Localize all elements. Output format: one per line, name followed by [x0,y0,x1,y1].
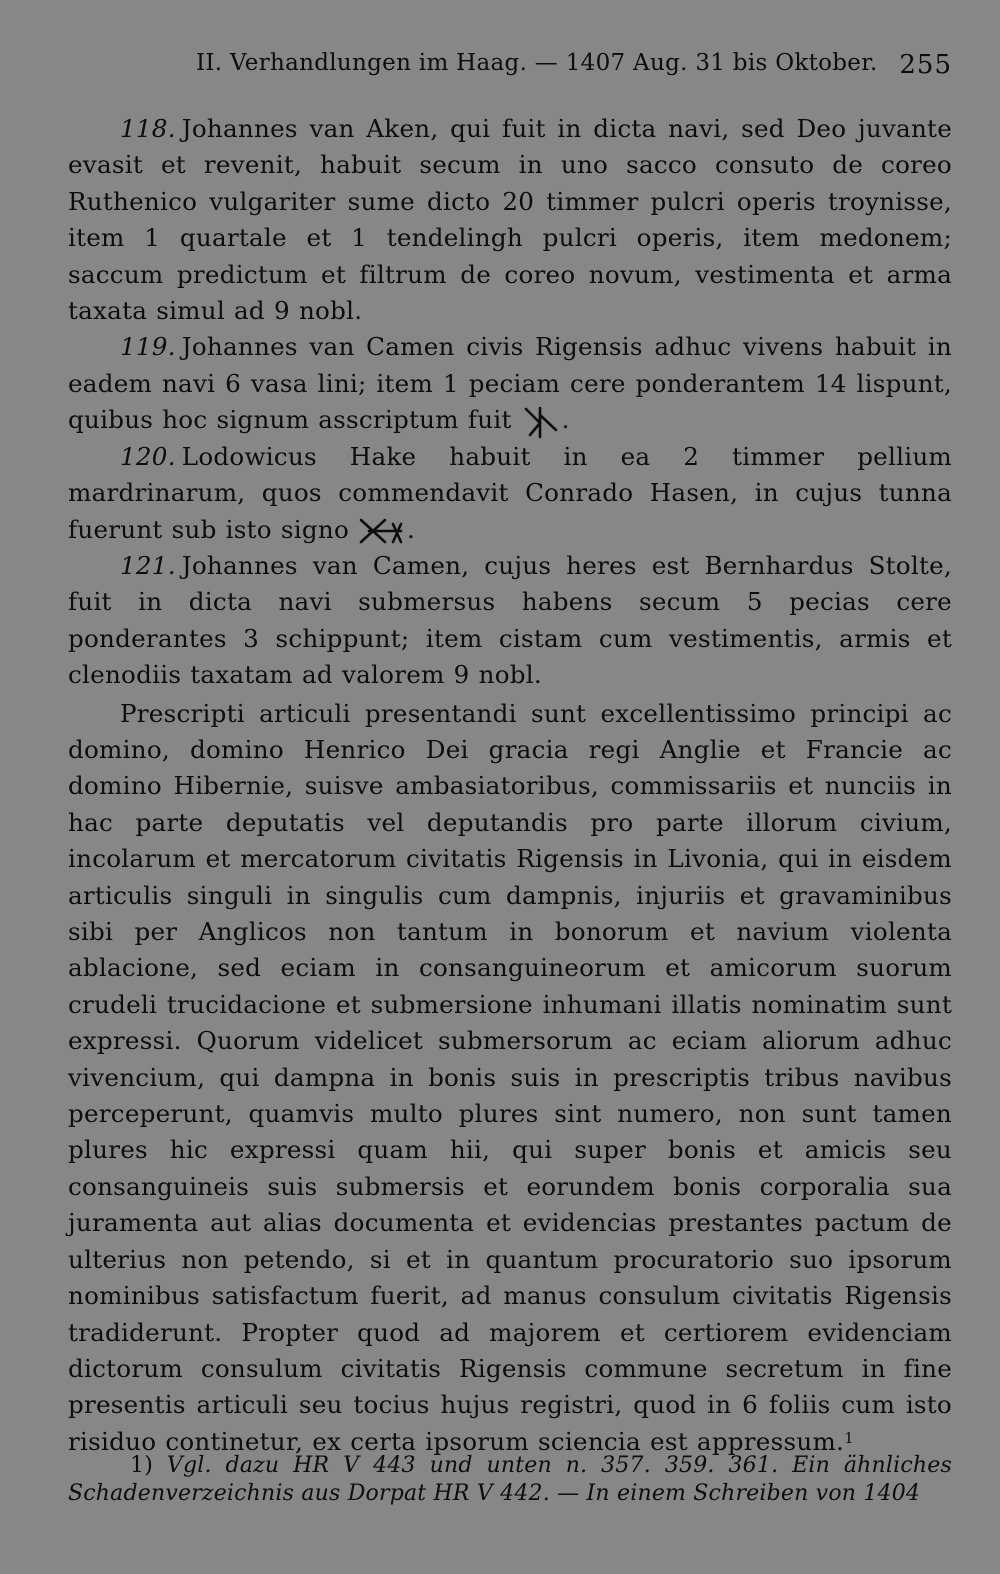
entry-number: 120. [120,441,176,471]
page-number: 255 [899,50,952,80]
merchant-mark-icon [518,405,562,439]
entry-number: 121. [120,550,176,580]
entry-120 [68,439,952,548]
entry-119 [68,329,952,438]
running-title: II. Verhandlungen im Haag. — 1407 Aug. 31 bis Oktober. [196,50,878,76]
entry-punct: . [407,514,416,544]
entry-number: 119. [120,332,176,362]
closing-text: Prescripti articuli presentandi sunt excellentissimo principi ac domino, domino Henrico Dei gracia regi Anglie et Francie ac domino Hibernie, suisve ambasiatoribus, commissariis et nunciis in hac parte deputatis vel deputandis pro parte illorum civium, incolarum et mercatorum civitatis Rigensis in Livonia, qui in eisdem articulis singuli in singulis cum dampnis, injuriis et gravaminibus sibi per Anglicos non tantum in bonorum et navium violenta ablacione, sed eciam in consanguineorum et amicorum suorum crudeli trucidacione et submersione inhumani illatis nominatim sunt expressi. Quorum videlicet submersorum ac eciam aliorum adhuc vivencium, qui dampna in bonis suis in prescriptis tribus navibus perceperunt, quamvis multo plures sint numero, non sunt tamen plures hic expressi quam hii, qui super bonis et amicis seu consanguineis suis submersis et eorundem bonis corporalia sua juramenta aut alias documenta et evidencias prestantes pactum de ulterius non petendo, si et in quantum procuratorio suo ipsorum nominibus satisfactum fuerit, ad manus consulum civitatis Rigensis tradiderunt. Propter quod ad majorem et certiorem evidenciam dictorum consulum civitatis Rigensis commune secretum in fine presentis articuli seu tocius hujus registri, quod in 6 foliis cum isto risiduo continetur, ex certa ipsorum sciencia est appressum. [68,698,952,1456]
entry-text: Johannes van Aken, qui fuit in dicta navi, sed Deo juvante evasit et revenit, habuit secum in uno sacco consuto de coreo Ruthenico vulgariter sume dicto 20 timmer pulcri operis troynisse, item 1 quartale et 1 tendelingh pulcri operis, item medonem; saccum predictum et filtrum de coreo novum, vestimenta et arma taxata simul ad 9 nobl. [68,114,952,326]
entry-text: Lodowicus Hake habuit in ea 2 timmer pellium mardrinarum, quos commendavit Conrado Hasen, in cujus tunna fuerunt sub isto signo [68,441,952,544]
footnote-reference: 1 [844,1428,854,1447]
entry-text: Johannes van Camen, cujus heres est Bernhardus Stolte, fuit in dicta navi submersus habens secum 5 pecias cere ponderantes 3 schippunt; item cistam cum vestimentis, armis et clenodiis taxatam ad valorem 9 nobl. [68,550,952,690]
merchant-mark-icon [355,516,407,546]
entry-number: 118. [120,114,176,143]
footnote [68,1452,952,1508]
footnote-marker: 1) [130,1453,153,1478]
entry-118 [68,111,952,329]
document-page [68,0,952,1574]
footnote-text: Vgl. dazu HR V 443 und unten n. 357. 359. 361. Ein ähnliches Schadenverzeichnis aus Dorpat HR V 442. — In einem Schreiben von 1404 [68,1453,952,1506]
entry-121 [68,548,952,694]
entry-text: Johannes van Camen civis Rigensis adhuc vivens habuit in eadem navi 6 vasa lini; item 1 peciam cere ponderantem 14 lispunt, quibus hoc signum asscriptum fuit [68,332,952,435]
closing-paragraph [68,696,952,1461]
main-text [68,111,952,1460]
page-header [68,50,952,84]
entry-punct: . [561,405,570,435]
